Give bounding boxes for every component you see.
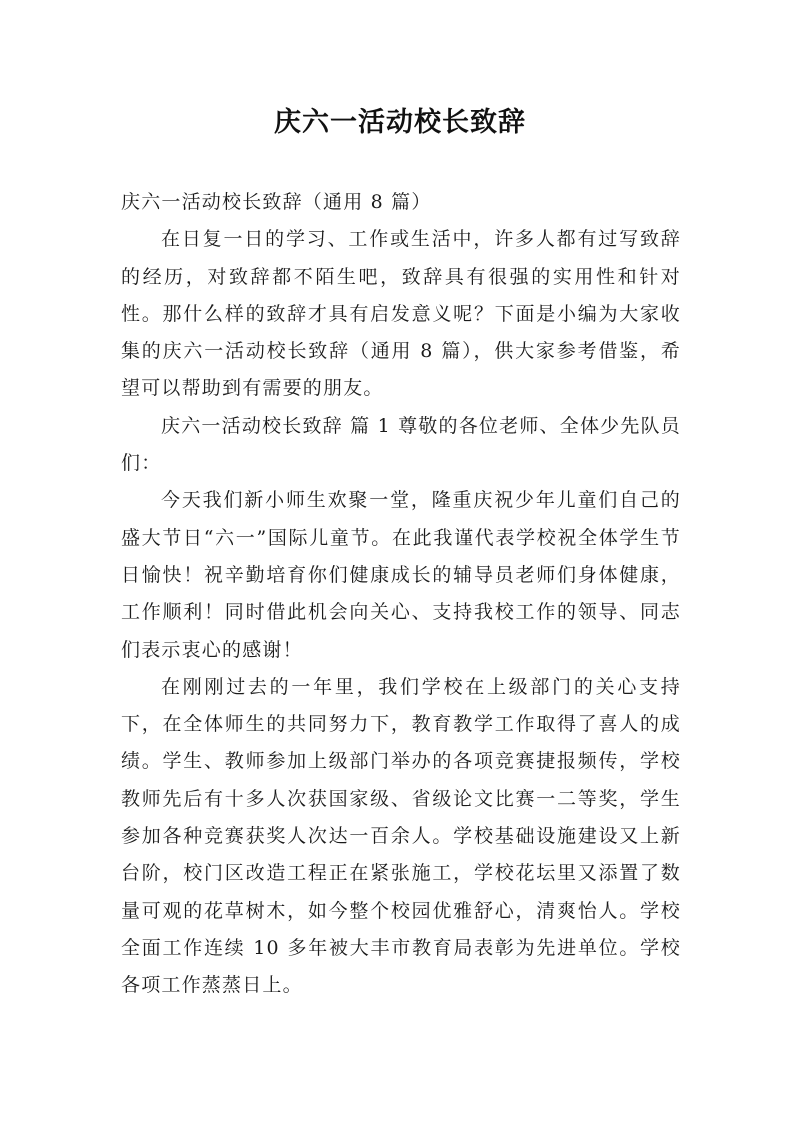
achievements-paragraph: 在刚刚过去的一年里，我们学校在上级部门的关心支持下，在全体师生的共同努力下，教育教学工作取得了喜人的成绩。学生、教师参加上级部门举办的各项竞赛捷报频传，学校教师先后有十多人次获国家级、省级论文比赛一二等奖，学生参加各种竞赛获奖人次达一百余人。学校基础设施建设又上新台阶，校门区改造工程正在紧张施工，学校花坛里又添置了数量可观的花草树木，如今整个校园优雅舒心，清爽怡人。学校全面工作连续 10 多年被大丰市教育局表彰为先进单位。学校各项工作蒸蒸日上。 — [121, 675, 681, 997]
greeting-paragraph: 今天我们新小师生欢聚一堂，隆重庆祝少年儿童们自己的盛大节日“六一”国际儿童节。在此我谨代表学校祝全体学生节日愉快！祝辛勤培育你们健康成长的辅导员老师们身体健康，工作顺利！同时借此机会向关心、支持我校工作的领导、同志们表示衷心的感谢！ — [121, 489, 681, 661]
document-body — [121, 184, 681, 1005]
speech-heading-paragraph: 庆六一活动校长致辞 篇 1 尊敬的各位老师、全体少先队员们： — [121, 414, 681, 475]
intro-paragraph: 在日复一日的学习、工作或生活中，许多人都有过写致辞的经历，对致辞都不陌生吧，致辞具有很强的实用性和针对性。那什么样的致辞才具有启发意义呢？下面是小编为大家收集的庆六一活动校长致辞（通用 8 篇），供大家参考借鉴，希望可以帮助到有需要的朋友。 — [121, 228, 681, 400]
document-subtitle: 庆六一活动校长致辞（通用 8 篇） — [121, 191, 432, 213]
document-title: 庆六一活动校长致辞 — [274, 107, 526, 138]
